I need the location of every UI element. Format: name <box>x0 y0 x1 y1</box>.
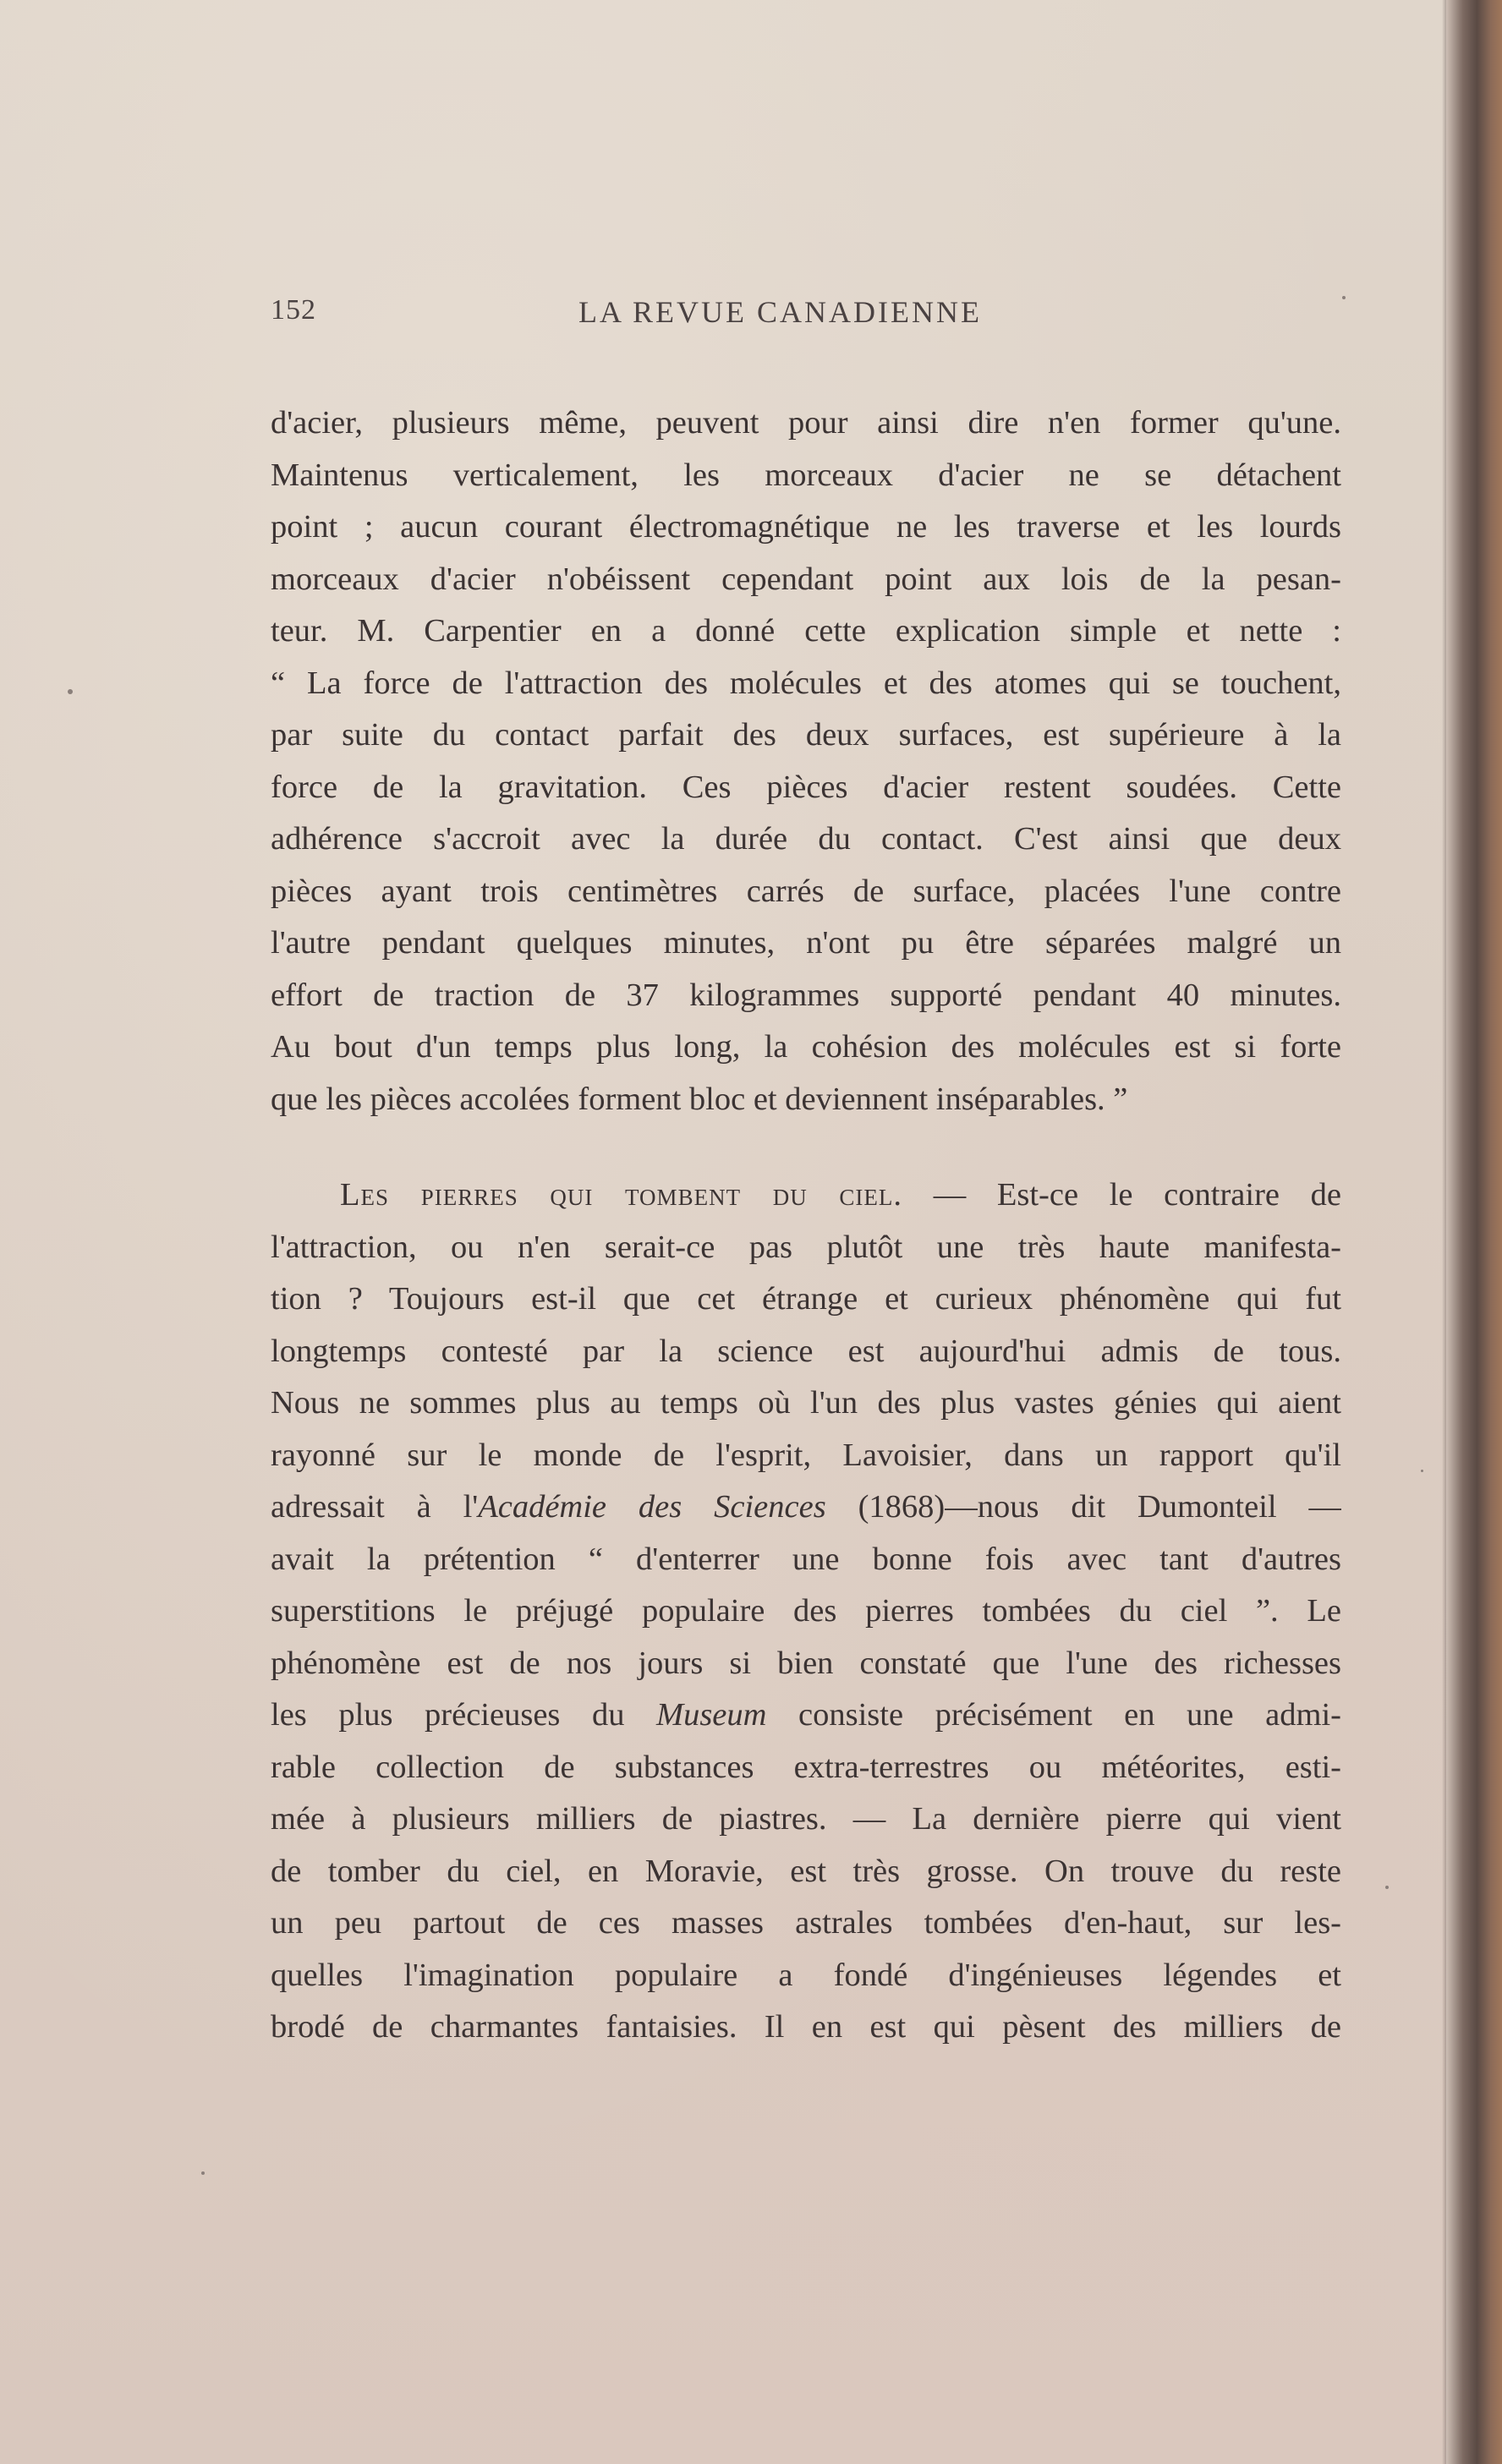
text-line: Au bout d'un temps plus long, la cohésion des molécules est si forte <box>271 1029 1341 1065</box>
text-line: de tomber du ciel, en Moravie, est très grosse. On trouve du reste <box>271 1853 1341 1889</box>
text-line: avait la prétention “ d'enterrer une bonne fois avec tant d'autres <box>271 1541 1341 1577</box>
paper-speck <box>1421 1470 1423 1472</box>
paper-speck <box>201 2171 205 2175</box>
text-line: adhérence s'accroit avec la durée du contact. C'est ainsi que deux <box>271 821 1341 857</box>
text-line-museum <box>271 1689 1341 1742</box>
text-line: mée à plusieurs milliers de piastres. — La dernière pierre qui vient <box>271 1801 1341 1837</box>
text-line: pièces ayant trois centimètres carrés de surface, placées l'une contre <box>271 873 1341 909</box>
text-line: Nous ne sommes plus au temps où l'un des plus vastes génies qui aient <box>271 1385 1341 1421</box>
running-header <box>271 294 1345 337</box>
section-heading: Les pierres qui tombent du ciel. <box>340 1177 903 1213</box>
text-line: rayonné sur le monde de l'esprit, Lavoisier, dans un rapport qu'il <box>271 1437 1341 1473</box>
text-line: effort de traction de 37 kilogrammes supporté pendant 40 minutes. <box>271 977 1341 1013</box>
text-line: superstitions le préjugé populaire des pierres tombées du ciel ”. Le <box>271 1593 1341 1629</box>
paragraph-carpentier <box>271 397 1341 1125</box>
paragraph-pierres-du-ciel <box>271 1169 1341 2054</box>
text-line: “ La force de l'attraction des molécules et des atomes qui se touchent, <box>271 665 1341 701</box>
text-line: Maintenus verticalement, les morceaux d'acier ne se détachent <box>271 457 1341 493</box>
text-line: l'autre pendant quelques minutes, n'ont pu être séparées malgré un <box>271 925 1341 961</box>
paper-speck <box>68 689 73 694</box>
text-line: l'attraction, ou n'en serait-ce pas plutôt une très haute manifesta- <box>271 1229 1341 1265</box>
text-segment: (1868)—nous dit Dumonteil — <box>825 1489 1341 1525</box>
text-segment: adressait à l' <box>271 1489 479 1525</box>
text-segment: — Est-ce le contraire de <box>933 1177 1341 1213</box>
text-line: teur. M. Carpentier en a donné cette explication simple et nette : <box>271 613 1341 649</box>
text-line: un peu partout de ces masses astrales tombées d'en-haut, sur les- <box>271 1905 1341 1941</box>
text-line: phénomène est de nos jours si bien constaté que l'une des richesses <box>271 1645 1341 1681</box>
page-number: 152 <box>271 294 316 326</box>
text-line: que les pièces accolées forment bloc et deviennent inséparables. ” <box>271 1081 1128 1117</box>
text-line: quelles l'imagination populaire a fondé d'ingénieuses légendes et <box>271 1957 1341 1993</box>
paper-speck <box>1385 1886 1389 1889</box>
text-line: morceaux d'acier n'obéissent cependant point aux lois de la pesan- <box>271 561 1341 597</box>
running-title: LA REVUE CANADIENNE <box>578 295 982 329</box>
text-line: point ; aucun courant électromagnétique ne les traverse et les lourds <box>271 509 1341 545</box>
text-line: longtemps contesté par la science est aujourd'hui admis de tous. <box>271 1333 1341 1369</box>
text-line: tion ? Toujours est-il que cet étrange et curieux phénomène qui fut <box>271 1281 1341 1317</box>
text-line: brodé de charmantes fantaisies. Il en est qui pèsent des milliers de <box>271 2009 1341 2045</box>
text-line: force de la gravitation. Ces pièces d'acier restent soudées. Cette <box>271 769 1341 805</box>
section-heading-line <box>271 1169 1341 1222</box>
text-line: rable collection de substances extra-terrestres ou météorites, esti- <box>271 1749 1341 1785</box>
italic-title-academie: Académie des Sciences <box>478 1489 826 1525</box>
book-binding-edge <box>1446 0 1502 2464</box>
text-line-academie <box>271 1481 1341 1534</box>
text-segment: les plus précieuses du <box>271 1697 656 1733</box>
italic-title-museum: Museum <box>656 1697 767 1733</box>
text-line: par suite du contact parfait des deux surfaces, est supérieure à la <box>271 717 1341 753</box>
text-line: d'acier, plusieurs même, peuvent pour ainsi dire n'en former qu'une. <box>271 405 1341 441</box>
text-segment: consiste précisément en une admi- <box>766 1697 1341 1733</box>
